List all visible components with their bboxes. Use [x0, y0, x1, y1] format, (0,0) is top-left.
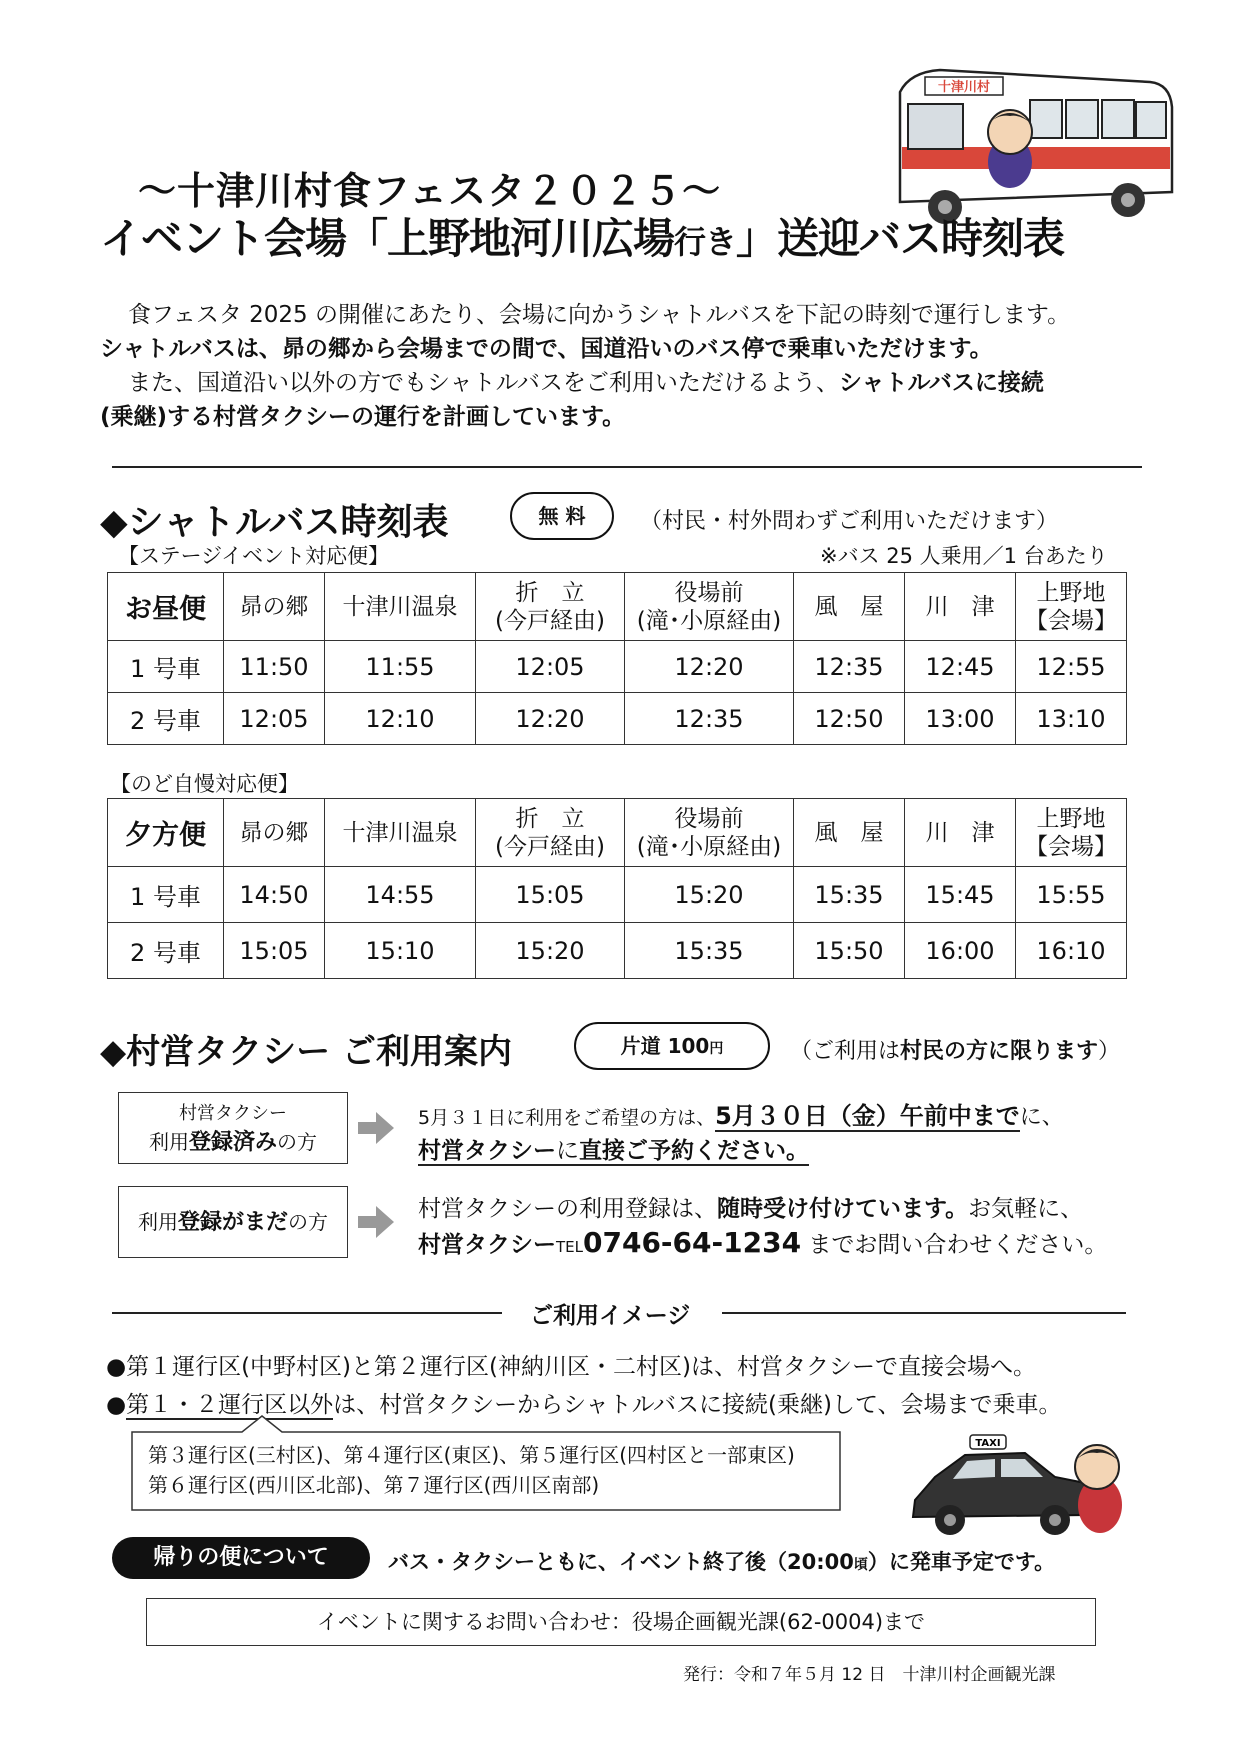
evening-label: 夕方便 [108, 799, 224, 867]
noon-timetable [107, 572, 1127, 745]
usage-heading: ご利用イメージ [530, 1303, 691, 1329]
title-line-1: ～十津川村食フェスタ２０２５～ [138, 169, 722, 213]
intro-p2: シャトルバスは、昴の郷から会場までの間で、国道沿いのバス停で乗車いただけます。 [100, 336, 993, 362]
intro-p3: また、国道沿い以外の方でもシャトルバスをご利用いただけるよう、シャトルバスに接続 [128, 370, 1044, 396]
table-header-row [108, 573, 1127, 641]
row-car: 1 号車 [108, 867, 224, 923]
table-row [108, 923, 1127, 979]
time-cell: 11:50 [224, 641, 325, 693]
time-cell: 12:05 [476, 641, 625, 693]
intro-p1: 食フェスタ 2025 の開催にあたり、会場に向かうシャトルバスを下記の時刻で運行します。 [128, 302, 1071, 328]
stage-label: 【ステージイベント対応便】 [118, 544, 390, 568]
usage-bullet-2: ●第１・２運行区以外は、村営タクシーからシャトルバスに接続(乗継)して、会場まで乗車。 [106, 1392, 1062, 1418]
arrow-right-icon [356, 1204, 396, 1240]
shuttle-note: （村民・村外問わずご利用いただけます） [640, 509, 1059, 534]
time-cell: 12:20 [476, 693, 625, 745]
bus-illustration [880, 52, 1180, 227]
col-oritachi: 折 立 (今戸経由) [476, 799, 625, 867]
arrow-right-icon [356, 1110, 396, 1146]
table-row [108, 693, 1127, 745]
time-cell: 14:50 [224, 867, 325, 923]
fare-badge: 片道 100円 [574, 1022, 770, 1070]
taxi-note: （ご利用は村民の方に限ります） [790, 1039, 1121, 1064]
bus-sign-text: 十津川村 [937, 80, 991, 95]
col-onsen: 十津川温泉 [325, 799, 476, 867]
usage-divider-right [722, 1312, 1126, 1314]
time-cell: 11:55 [325, 641, 476, 693]
time-cell: 14:55 [325, 867, 476, 923]
taxi-phone-number: 0746-64-1234 [583, 1226, 802, 1259]
unregistered-box: 利用登録がまだの方 [118, 1186, 348, 1258]
time-cell: 12:20 [625, 641, 794, 693]
time-cell: 15:20 [625, 867, 794, 923]
col-subaru: 昴の郷 [224, 799, 325, 867]
unregistered-line-2: 村営タクシーTEL0746-64-1234 までお問い合わせください。 [418, 1226, 1108, 1259]
intro-text [100, 298, 1150, 434]
col-kawatsu: 川 津 [905, 573, 1016, 641]
free-badge: 無 料 [510, 492, 614, 540]
time-cell: 12:35 [625, 693, 794, 745]
table-header-row [108, 799, 1127, 867]
section-divider [112, 466, 1142, 468]
col-onsen: 十津川温泉 [325, 573, 476, 641]
usage-districts: 第３運行区(三村区)、第４運行区(東区)、第５運行区(四村区と一部東区) 第６運行区(西川区北部)、第７運行区(西川区南部) [148, 1443, 795, 1497]
evening-timetable [107, 798, 1127, 979]
row-car: 2 号車 [108, 693, 224, 745]
time-cell: 15:10 [325, 923, 476, 979]
time-cell: 13:00 [905, 693, 1016, 745]
usage-bullet-1: ●第１運行区(中野村区)と第２運行区(神納川区・二村区)は、村営タクシーで直接会場へ。 [106, 1354, 1036, 1380]
registered-line-2: 村営タクシーに直接ご予約ください。 [418, 1138, 809, 1164]
table-row [108, 867, 1127, 923]
return-text: バス・タクシーともに、イベント終了後（20:00頃）に発車予定です。 [388, 1550, 1056, 1574]
nodo-label: 【のど自慢対応便】 [110, 772, 299, 796]
time-cell: 13:10 [1016, 693, 1127, 745]
shuttle-heading: ◆シャトルバス時刻表 [100, 502, 449, 543]
title-line-2: イベント会場「上野地河川広場行き」送迎バス時刻表 [100, 214, 1065, 263]
taxi-heading: ◆村営タクシー ご利用案内 [100, 1032, 512, 1072]
col-subaru: 昴の郷 [224, 573, 325, 641]
footer-issuer: 発行：令和７年５月 12 日 十津川村企画観光課 [683, 1665, 1056, 1685]
intro-p4: (乗継)する村営タクシーの運行を計画しています。 [100, 404, 626, 430]
contact-box: イベントに関するお問い合わせ：役場企画観光課(62-0004)まで [146, 1598, 1096, 1646]
col-kawatsu: 川 津 [905, 799, 1016, 867]
col-uenoji: 上野地 【会場】 [1016, 799, 1127, 867]
time-cell: 12:35 [794, 641, 905, 693]
time-cell: 12:10 [325, 693, 476, 745]
row-car: 1 号車 [108, 641, 224, 693]
table-row [108, 641, 1127, 693]
time-cell: 12:50 [794, 693, 905, 745]
col-oritachi: 折 立 (今戸経由) [476, 573, 625, 641]
unregistered-line-1: 村営タクシーの利用登録は、随時受け付けています。お気軽に、 [418, 1196, 1084, 1222]
col-yakuba: 役場前 (滝･小原経由) [625, 799, 794, 867]
time-cell: 15:55 [1016, 867, 1127, 923]
taxi-sign-text: TAXI [975, 1438, 1001, 1449]
time-cell: 16:00 [905, 923, 1016, 979]
col-kazeya: 風 屋 [794, 799, 905, 867]
taxi-illustration [905, 1425, 1130, 1545]
capacity-note: ※バス 25 人乗用／1 台あたり [820, 544, 1108, 568]
time-cell: 15:05 [224, 923, 325, 979]
time-cell: 15:35 [794, 867, 905, 923]
col-yakuba: 役場前 (滝･小原経由) [625, 573, 794, 641]
col-uenoji: 上野地 【会場】 [1016, 573, 1127, 641]
time-cell: 12:05 [224, 693, 325, 745]
time-cell: 12:55 [1016, 641, 1127, 693]
usage-divider-left [112, 1312, 502, 1314]
time-cell: 15:50 [794, 923, 905, 979]
time-cell: 12:45 [905, 641, 1016, 693]
taxi-icon [913, 1435, 1122, 1535]
time-cell: 15:05 [476, 867, 625, 923]
return-label: 帰りの便について [112, 1537, 370, 1579]
row-car: 2 号車 [108, 923, 224, 979]
time-cell: 15:45 [905, 867, 1016, 923]
noon-label: お昼便 [108, 573, 224, 641]
time-cell: 15:20 [476, 923, 625, 979]
time-cell: 15:35 [625, 923, 794, 979]
registered-line-1: 5月３１日に利用をご希望の方は、5月３０日（金）午前中までに、 [418, 1102, 1064, 1130]
registered-box: 村営タクシー 利用登録済みの方 [118, 1092, 348, 1164]
time-cell: 16:10 [1016, 923, 1127, 979]
col-kazeya: 風 屋 [794, 573, 905, 641]
